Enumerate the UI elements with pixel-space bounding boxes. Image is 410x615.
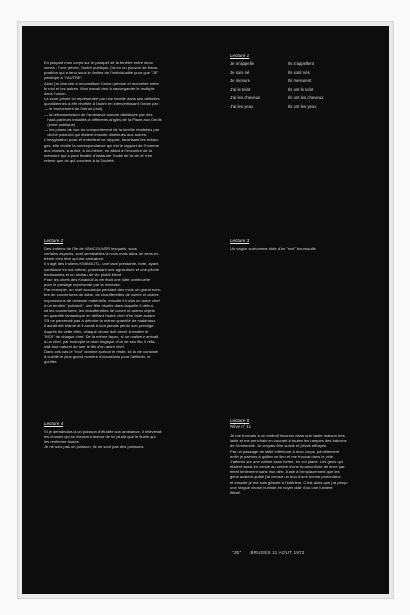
signature <box>232 550 372 555</box>
lecture-5-block <box>230 418 378 495</box>
table-cell: Ils mesurent <box>288 78 312 84</box>
table-cell: J'ai les yeux <box>230 103 254 109</box>
lecture-3-heading: Lecture 3 <box>230 238 250 243</box>
table-cell: Je suis né <box>230 69 250 75</box>
table-cell: Ils ont les cheveux <box>288 95 324 101</box>
lecture-2-text: Des Indiens de l'île de VANCOUVER lesquels, sous certains aspects, sont semblables à nous mais dans un sens ex- trême d'en être qu'une caricature. Il s'agit des Indiens KWAKIUTL, une race prestante, forte, ayant confiance en soi-même, possédant une agriculture et une pêche florissantes et un niveau de vie plutôt élevé. Pour les chefs des Kwakiutl la vie était une lutte continuelle pour le prestige représenté par la richesse. Par exemple, un chef accumula pendant des mois un grand nom- bre de couvertures de laine, de chaufferettes de cuivre et autres expressions de richesse matérielle, ensuite il invita un autre chef à un terrible "potlatch", une fête rituelle dans laquelle il détrui- sit les couvertures, les chaufferettes de cuivre et autres objets en quantité fantastique en défiant l'autre chef d'en faire autant. S'il ne parvenait pas à détruire la même quantité de matériaux il aurait été blâmé et il aurait à tout jamais perdu son prestige. Auprès de cette tribu, chaque chose doit servir à exalter le "MOI" de chaque chef. De la même façon, si un malheur arrivait à un chef, par exemple la mort tragique d'un de ses fils, il réta- nait tout naturel de tuer le fils d'un autre chef. Dans ces cas le "moi" domine surtout le reste, ici la vie consiste à cueillir le plus grand nombre d'occasions pour l'afficher, le gonfler. <box>44 246 162 365</box>
lecture-4-heading: Lecture 4 <box>44 421 64 426</box>
table-cell: Je mesure <box>230 78 251 84</box>
table-cell: Je m'appelle <box>230 61 254 66</box>
lecture-2-heading: Lecture 2 <box>44 238 64 243</box>
lecture-1-heading: Lecture 1 <box>230 53 250 58</box>
black-text-panel <box>22 26 389 594</box>
lecture-5-text: Je me trouvais à un endroit inconnu dans une vaste maison très laide et me penchais en courant à toutes les rampes des balcons de l'immeuble. Je croyais être suivie et j'étais effrayée. Par un passage de taille inférieure à mon corps, péniblement enfin je parvins à quitter ce lieu et me trouvai dans le vide. J'atterris sur une colline sans herbe, en vol plané. Les gens qui étaient assis en cercle au centre d'une boursouflure de terre par- tirent lentement sans moi dire. Juste à l'emplacement que les gens avaient quitté j'ai creusé un trou d'une bonne profondeur et ensuite je me suis glissée à l'intérieur. C'est alors que j'ai perçu une longue chose humide en noyer clair d'où une lumière filtrait. <box>230 433 348 495</box>
lecture-4-block <box>44 421 220 450</box>
lecture-3-text: Un vague surhomme doté d'un "moi" boursouflé. <box>230 246 317 251</box>
table-cell: J'ai les cheveux <box>230 95 261 101</box>
table-cell: J'ai le teint <box>230 86 251 92</box>
lecture-5-subheading: Rêve n° 11 <box>230 424 251 429</box>
table-cell: Ils s'appellent <box>288 61 314 66</box>
table-cell: Ils ont le teint <box>288 86 314 92</box>
signature-place-date: BRUGES 11 AOUT 1972 <box>250 550 305 555</box>
lecture-5-heading: Lecture 5 <box>230 418 250 423</box>
lecture-1-table <box>230 61 370 109</box>
intro-text: En plaçant mon corps sur le parapet de la fenêtre entre deux zones : l'une privée, l'autre publique, j'ai eu un pouvoir de trans- position qui a tenu sous le limites de l'individualité pour que "JE" participe à "l'AUTRE". Ainsi j'ai cherché à reconstituer l'union perdue et morcelée entre le moi et les autres. Mon travail visé à sauvegarder le multiple dans l'union. La zone privée ici représentée par une famille dans ses attitudes quotidiennes a été révélée à l'autre en intervertissant l'ordre par : — le truchement de l'intrus (moi) — la retransmission de l'ambiance sonore distribuée par des haut-parleurs installés à différents angles de la Place aux Oeufs (zone publique) — les prises de vue du comportement de la famille réalisées par cliché polaroïd qui étaient ensuite distribués aux autres. L'imagination pose et entretient ce rapport, favorisant les échan- ges, elle révèle la correspondance qui est le rapport de l'homme aux choses, à autrui, à lui-même, en allant à l'encontre de la mémoire qui a pour finalité d'instaurer l'oubli de la vie et n'en retenir que ce qui convient à la Société. <box>44 60 162 163</box>
table-cell: Ils ont les yeux <box>288 103 317 109</box>
table-cell: Ils sont nés <box>288 69 310 75</box>
lecture-1-block <box>230 53 370 109</box>
lecture-4-text: Si je demandais à un poisson d'étudier son ambiance, il relèverait les choses qui se meuvent autour de lui plutôt que le fluide qui les renferme toutes. Je ne suis pas un poisson, ils ne sont pas des poissons. <box>44 429 162 450</box>
intro-block <box>44 60 220 163</box>
lecture-2-block <box>44 238 220 365</box>
lecture-3-block <box>230 238 370 251</box>
signature-je: "JE" <box>232 550 242 555</box>
